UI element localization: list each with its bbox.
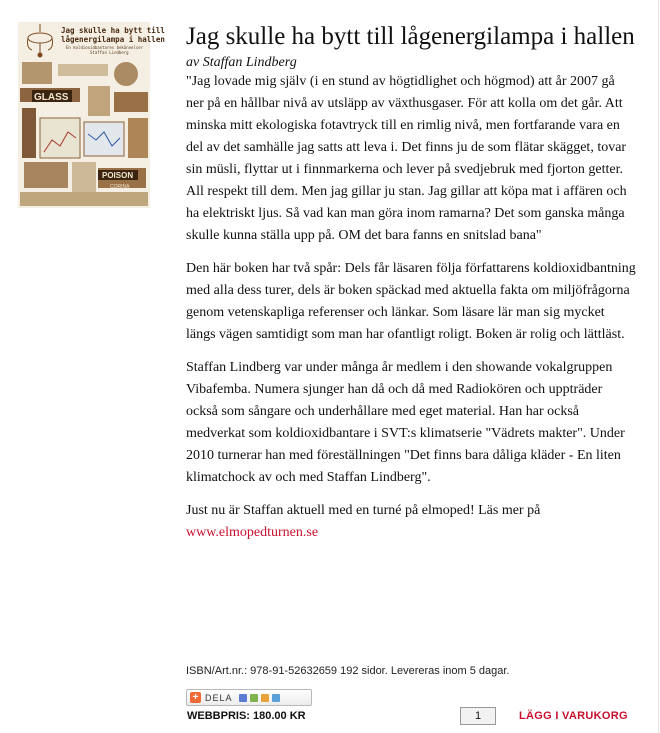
share-button[interactable] <box>186 689 312 706</box>
digg-icon <box>261 694 269 702</box>
description-paragraph-3: Staffan Lindberg var under många år medlem i den showande vokalgruppen Vibafemba. Numera sjunger han då och då med Radiokören och uppträder också som sångare och underhållare med eget material. Han har också medverkat som koldioxidbantare i SVT:s klimatserie "Vädrets makter". Under 2010 turnerar han med föreställningen "Det finns bara dåliga kläder - En liten klimatchock av och med Staffan Lindberg". <box>186 360 625 485</box>
add-to-cart-button[interactable]: LÄGG I VARUKORG <box>519 710 628 722</box>
page-divider <box>658 0 659 733</box>
cover-author: Staffan Lindberg <box>90 50 129 55</box>
product-description <box>186 22 636 555</box>
isbn-info: ISBN/Art.nr.: 978-91-52632659 192 sidor. Levereras inom 5 dagar. <box>186 665 510 677</box>
cover-publisher: CORINA <box>110 184 130 190</box>
cover-glass-label: GLASS <box>34 92 69 103</box>
elmoped-link[interactable]: www.elmopedturnen.se <box>186 525 319 540</box>
description-paragraph-4 <box>186 500 636 544</box>
book-cover-image <box>18 22 165 208</box>
delicious-icon <box>250 694 258 702</box>
share-label: DELA <box>205 692 233 703</box>
cover-title-line2: lågenergilampa i hallen <box>61 35 165 44</box>
cover-poison-label: POISON <box>102 171 134 180</box>
paragraph-4-text: Just nu är Staffan aktuell med en turné på elmoped! Läs mer på <box>186 503 541 518</box>
book-cover-art <box>18 22 165 208</box>
plus-icon: + <box>190 692 201 703</box>
web-price: WEBBPRIS: 180.00 KR <box>187 710 306 722</box>
quantity-input[interactable]: 1 <box>460 707 496 725</box>
product-title: Jag skulle ha bytt till lågenergilampa i hallen <box>186 23 635 50</box>
twitter-icon <box>272 694 280 702</box>
facebook-icon <box>239 694 247 702</box>
description-paragraph-2: Den här boken har två spår: Dels får läsaren följa författarens koldioxidbantning med alla dess turer, dels är boken späckad med aktuella fakta om miljöfrågorna genom vetenskapliga referenser och länkar. Som läsare lär man sig mycket längs vägen samtidigt som man har ofantligt roligt. Boken är rolig och lättläst. <box>186 261 636 342</box>
cover-subtitle: En koldioxidbantares bekännelser <box>66 45 144 50</box>
description-paragraph-1: "Jag lovade mig själv (i en stund av högtidlighet och högmod) att år 2007 gå ner på en hållbar nivå av utsläpp av växthusgaser. För att kolla om det går. Att minska mitt ekologiska fotavtryck till en rimlig nivå, men fortfarande vara en del av det samhälle jag satts att leva i. Det finns ju de som flätar skägget, tovar sin müsli, flyttar ut i finnmarkerna och lever på svedjebruk med fjorton getter. All respekt till dem. Men jag gillar ju stan. Jag gillar att köpa mat i affären och ha elektriskt ljus. Så vad kan man göra inom ramarna? Det som ganska många skulle kunna ställa upp på. OM det bara fanns en snitslad bana" <box>186 74 627 243</box>
cover-title-line1: Jag skulle ha bytt till <box>61 26 165 35</box>
product-byline: av Staffan Lindberg <box>186 55 297 70</box>
